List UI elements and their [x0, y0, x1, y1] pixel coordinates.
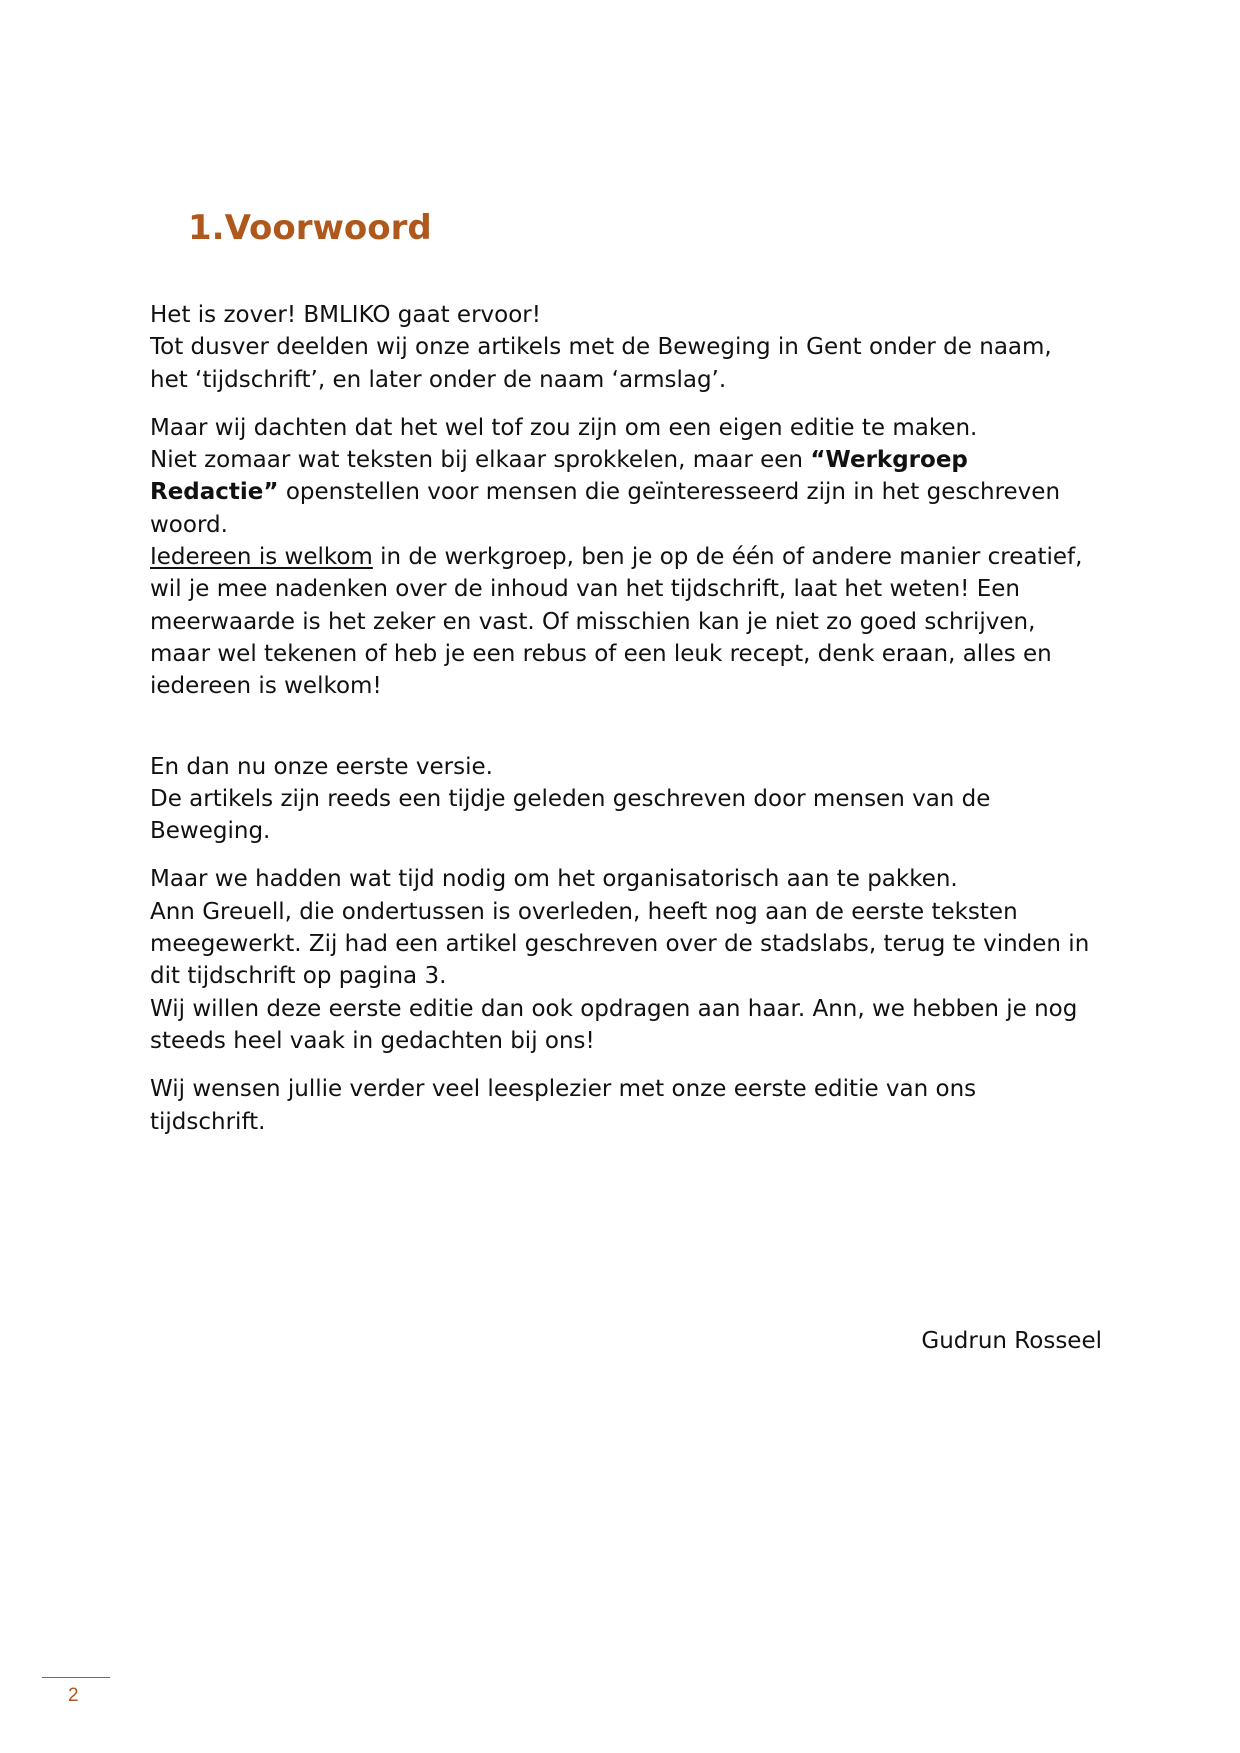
page-number: 2 [68, 1685, 79, 1706]
paragraph-werkgroep [150, 412, 1110, 703]
text-line: Het is zover! BMLIKO gaat ervoor! [150, 302, 541, 328]
text-line: dit tijdschrift op pagina 3. [150, 963, 447, 990]
text-line [150, 476, 1110, 508]
werkgroep-redactie-bold: Redactie” [150, 479, 279, 506]
text-line: Ann Greuell, die ondertussen is overleden, heeft nog aan de eerste teksten [150, 898, 1018, 925]
author-signature: Gudrun Rosseel [921, 1328, 1102, 1354]
text-line: maar wel tekenen of heb je een rebus of een leuk recept, denk eraan, alles en [150, 640, 1052, 667]
paragraph-ann-greuell [150, 863, 1110, 1057]
text-line: De artikels zijn reeds een tijdje geleden geschreven door mensen van de [150, 785, 991, 812]
text-line: Wij wensen jullie verder veel leesplezier met onze eerste editie van ons [150, 1076, 977, 1103]
text-line: tijdschrift. [150, 1108, 266, 1135]
text-line [150, 444, 1110, 476]
text-line: Wij willen deze eerste editie dan ook opdragen aan haar. Ann, we hebben je nog [150, 995, 1078, 1022]
text-line [150, 541, 1110, 573]
iedereen-welkom-underlined: Iedereen is welkom [150, 544, 373, 571]
section-heading: 1.Voorwoord [188, 208, 432, 248]
text-segment: in de werkgroep, ben je op de één of andere manier creatief, [372, 544, 1083, 571]
werkgroep-redactie-bold: “Werkgroep [810, 447, 968, 474]
footer-divider [42, 1677, 110, 1678]
text-line: woord. [150, 511, 228, 538]
text-line: Maar we hadden wat tijd nodig om het organisatorisch aan te pakken. [150, 866, 958, 893]
text-line: Beweging. [150, 818, 271, 845]
text-line: Maar wij dachten dat het wel tof zou zijn om een eigen editie te maken. [150, 414, 978, 441]
text-line: meegewerkt. Zij had een artikel geschreven over de stadslabs, terug te vinden in [150, 931, 1090, 958]
paragraph-leesplezier [150, 1073, 1110, 1138]
text-segment: Niet zomaar wat teksten bij elkaar sprokkelen, maar een [150, 447, 811, 474]
text-line: Tot dusver deelden wij onze artikels met de Beweging in Gent onder de naam, [150, 334, 1052, 361]
paragraph-intro [150, 299, 1110, 396]
foreword-body [150, 299, 1110, 1138]
text-line: iedereen is welkom! [150, 673, 382, 700]
text-segment: openstellen voor mensen die geïnteresseerd zijn in het geschreven [278, 479, 1061, 506]
paragraph-eerste-versie [150, 751, 1110, 848]
text-line: En dan nu onze eerste versie. [150, 753, 493, 780]
text-line: het ‘tijdschrift’, en later onder de naam ‘armslag’. [150, 366, 727, 393]
text-line: steeds heel vaak in gedachten bij ons! [150, 1027, 595, 1054]
text-line: wil je mee nadenken over de inhoud van het tijdschrift, laat het weten! Een [150, 576, 1020, 603]
text-line: meerwaarde is het zeker en vast. Of misschien kan je niet zo goed schrijven, [150, 608, 1036, 635]
